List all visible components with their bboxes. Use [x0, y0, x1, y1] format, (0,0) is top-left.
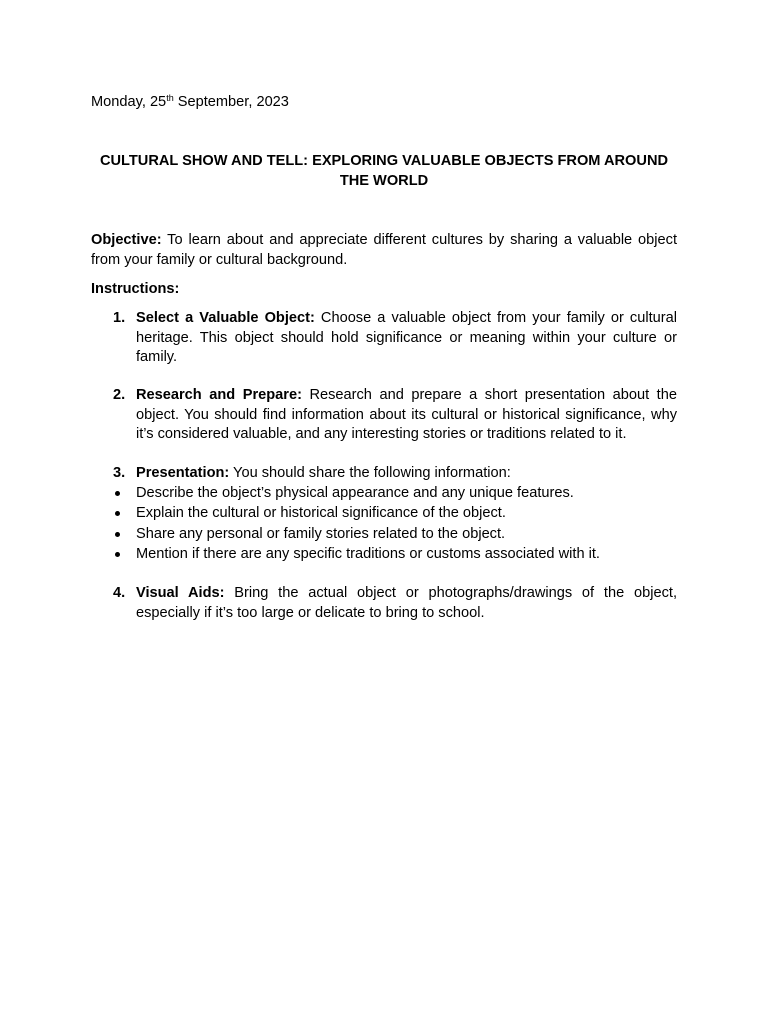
instruction-item-1: [91, 309, 677, 368]
document-date: [91, 93, 289, 113]
bullet-dot-icon: [115, 491, 120, 496]
item-text: Choose a valuable object from your family or cultural heritage. This object should hold significance or meaning within your culture or family.: [136, 310, 677, 366]
instructions-heading: Instructions:: [91, 281, 180, 297]
bullet-item: [91, 484, 677, 504]
item-text: Bring the actual object or photographs/drawings of the object, especially if it’s too large or delicate to bring to school.: [136, 585, 677, 621]
instruction-item-4: [91, 584, 677, 623]
item-body: [136, 584, 677, 623]
item-text: You should share the following information:: [229, 465, 511, 481]
date-prefix: Monday, 25: [91, 94, 167, 110]
bullet-item: [91, 504, 677, 524]
bullet-text: Explain the cultural or historical significance of the object.: [136, 505, 506, 522]
bullet-text: Share any personal or family stories related to the object.: [136, 525, 506, 542]
item-body: [136, 464, 677, 484]
item-body: [136, 386, 677, 445]
objective-text: To learn about and appreciate different cultures by sharing a valuable object from your family or cultural background.: [91, 232, 677, 268]
date-suffix: September, 2023: [173, 94, 289, 110]
item-label: Research and Prepare:: [136, 387, 302, 403]
objective-label: Objective:: [91, 232, 162, 248]
presentation-bullet-list: [91, 484, 677, 565]
document-title: CULTURAL SHOW AND TELL: EXPLORING VALUABLE OBJECTS FROM AROUND THE WORLD: [99, 153, 669, 189]
date-ordinal: th: [166, 93, 174, 103]
item-number: 4.: [113, 585, 126, 601]
bullet-dot-icon: [115, 552, 120, 557]
item-body: [136, 309, 677, 368]
bullet-text: Describe the object’s physical appearance and any unique features.: [136, 484, 574, 501]
item-label: Select a Valuable Object:: [136, 310, 315, 326]
item-label: Visual Aids:: [136, 585, 225, 601]
item-label: Presentation:: [136, 465, 230, 481]
objective-paragraph: [91, 231, 677, 270]
bullet-text: Mention if there are any specific traditions or customs associated with it.: [136, 546, 600, 563]
instruction-item-2: [91, 386, 677, 445]
item-number: 2.: [113, 387, 126, 403]
instruction-item-3: [91, 464, 677, 566]
bullet-dot-icon: [115, 532, 120, 537]
item-number: 3.: [113, 465, 126, 481]
bullet-item: [91, 525, 677, 545]
bullet-dot-icon: [115, 511, 120, 516]
item-number: 1.: [113, 310, 126, 326]
item-text: Research and prepare a short presentation about the object. You should find information about its cultural or historical significance, why it’s considered valuable, and any interesting stories or traditions related to it.: [136, 387, 677, 443]
bullet-item: [91, 545, 677, 565]
